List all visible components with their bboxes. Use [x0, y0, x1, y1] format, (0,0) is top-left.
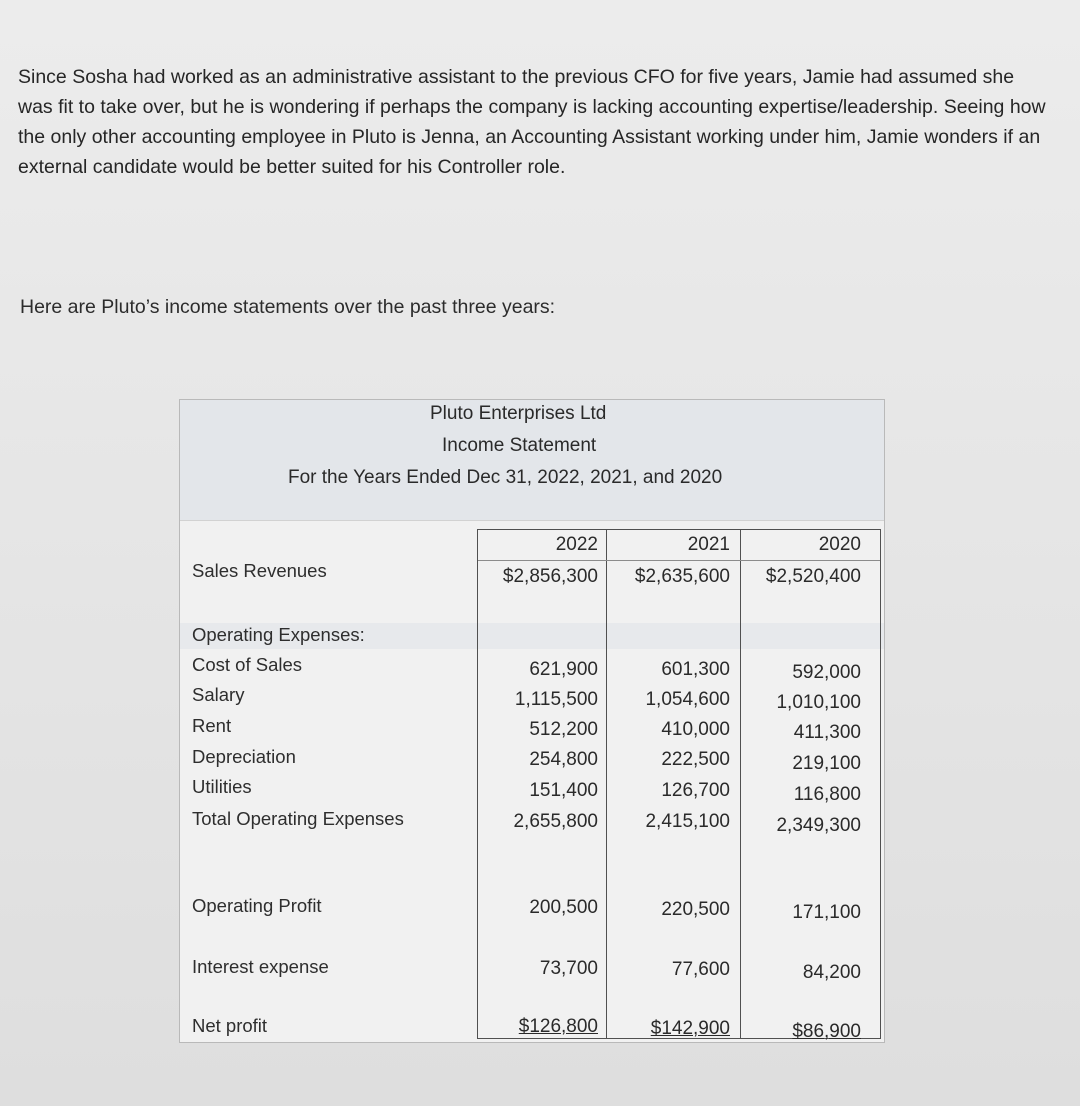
salary-2021: 1,054,600: [645, 689, 730, 710]
operating-profit-2022: 200,500: [529, 897, 598, 918]
operating-expenses-heading: Operating Expenses:: [192, 624, 365, 645]
company-name: Pluto Enterprises Ltd: [430, 403, 607, 424]
rent-2020: 411,300: [793, 722, 861, 743]
row-label-depreciation: Depreciation: [192, 746, 296, 767]
cost-of-sales-2020: 592,000: [792, 662, 861, 683]
row-label-interest-expense: Interest expense: [192, 956, 329, 977]
row-label-operating-profit: Operating Profit: [192, 895, 322, 916]
row-label-net-profit: Net profit: [192, 1015, 268, 1036]
header-rule: [478, 560, 880, 561]
utilities-2020: 116,800: [793, 784, 861, 805]
depreciation-2021: 222,500: [661, 749, 730, 770]
depreciation-2020: 219,100: [792, 753, 861, 774]
column-divider: [740, 530, 741, 1038]
row-label-rent: Rent: [192, 715, 232, 736]
row-label-salary: Salary: [192, 684, 245, 705]
lead-sentence: Here are Pluto’s income statements over the past three years:: [20, 296, 556, 318]
column-divider: [606, 530, 607, 1038]
operating-profit-2021: 220,500: [661, 899, 730, 920]
row-label-cost-of-sales: Cost of Sales: [192, 654, 303, 675]
operating-profit-2020: 171,100: [792, 902, 861, 923]
net-profit-2022: $126,800: [518, 1016, 598, 1037]
rent-2021: 410,000: [661, 719, 730, 740]
total-expenses-2021: 2,415,100: [645, 811, 730, 832]
total-expenses-2020: 2,349,300: [776, 815, 861, 836]
utilities-2022: 151,400: [529, 780, 598, 801]
rent-2022: 512,200: [529, 719, 598, 740]
statement-header: [180, 400, 884, 521]
interest-2021: 77,600: [671, 959, 730, 980]
salary-2020: 1,010,100: [776, 692, 861, 713]
sales-2020: $2,520,400: [765, 566, 861, 587]
year-header-2020: 2020: [818, 534, 861, 555]
cost-of-sales-2021: 601,300: [661, 659, 730, 680]
total-expenses-2022: 2,655,800: [513, 811, 598, 832]
interest-2020: 84,200: [802, 962, 861, 983]
sales-2022: $2,856,300: [502, 566, 598, 587]
row-label-sales: Sales Revenues: [192, 560, 327, 581]
salary-2022: 1,115,500: [514, 689, 598, 710]
sales-2021: $2,635,600: [634, 566, 730, 587]
net-profit-2020: $86,900: [792, 1021, 861, 1042]
net-profit-2021: $142,900: [650, 1018, 730, 1039]
income-statement-table: [179, 399, 885, 1043]
depreciation-2022: 254,800: [529, 749, 598, 770]
year-header-2022: 2022: [555, 534, 598, 555]
cost-of-sales-2022: 621,900: [529, 659, 598, 680]
row-label-total-operating-expenses: Total Operating Expenses: [192, 808, 404, 829]
statement-title: Income Statement: [442, 435, 597, 456]
intro-paragraph: Since Sosha had worked as an administrative assistant to the previous CFO for five years, Jamie had assumed she was fit to take over, but he is wondering if perhaps the company is lacking accounting expertise/leadership. Seeing how the only other accounting employee in Pluto is Jenna, an Accounting Assistant working under him, Jamie wonders if an external candidate would be better suited for his Controller role.: [18, 66, 1046, 178]
utilities-2021: 126,700: [661, 780, 730, 801]
statement-period: For the Years Ended Dec 31, 2022, 2021, and 2020: [288, 467, 723, 488]
row-label-utilities: Utilities: [192, 776, 252, 797]
year-header-2021: 2021: [687, 534, 730, 555]
interest-2022: 73,700: [539, 958, 598, 979]
